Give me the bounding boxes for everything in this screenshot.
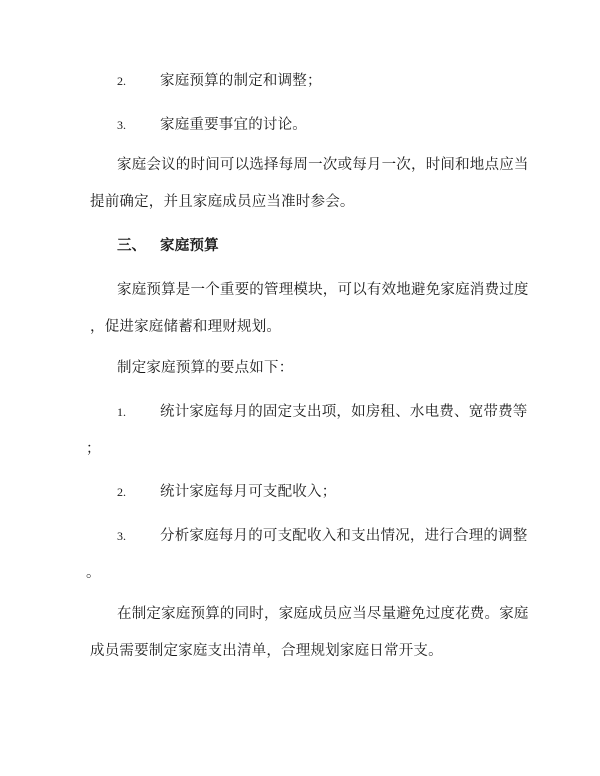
list-item: 统计家庭每月可支配收入； [160, 484, 337, 500]
section-number: 三、 [117, 237, 146, 254]
list-item: 家庭重要事宜的讨论。 [160, 117, 307, 133]
paragraph-line: 在制定家庭预算的同时，家庭成员应当尽量避免过度花费。家庭 [117, 606, 529, 622]
list-item: 统计家庭每月的固定支出项，如房租、水电费、宽带费等 [160, 404, 528, 420]
paragraph-line: 家庭预算是一个重要的管理模块，可以有效地避免家庭消费过度 [117, 282, 529, 298]
list-number: 1. [117, 405, 126, 419]
paragraph-line: 提前确定，并且家庭成员应当准时参会。 [90, 194, 355, 210]
list-number: 3. [117, 529, 126, 543]
list-item: 分析家庭每月的可支配收入和支出情况，进行合理的调整 [160, 528, 528, 544]
list-item: 家庭预算的制定和调整； [160, 73, 322, 89]
paragraph-line: 成员需要制定家庭支出清单，合理规划家庭日常开支。 [90, 643, 443, 659]
list-number: 3. [117, 118, 126, 132]
paragraph-line: 家庭会议的时间可以选择每周一次或每月一次，时间和地点应当 [117, 157, 529, 173]
list-item-continuation: ； [86, 441, 101, 457]
paragraph-line: ，促进家庭储蓄和理财规划。 [90, 319, 282, 335]
list-number: 2. [117, 74, 126, 88]
list-number: 2. [117, 485, 126, 499]
list-item-continuation: 。 [86, 565, 101, 581]
paragraph-line: 制定家庭预算的要点如下： [117, 360, 294, 376]
section-title: 家庭预算 [160, 237, 219, 254]
